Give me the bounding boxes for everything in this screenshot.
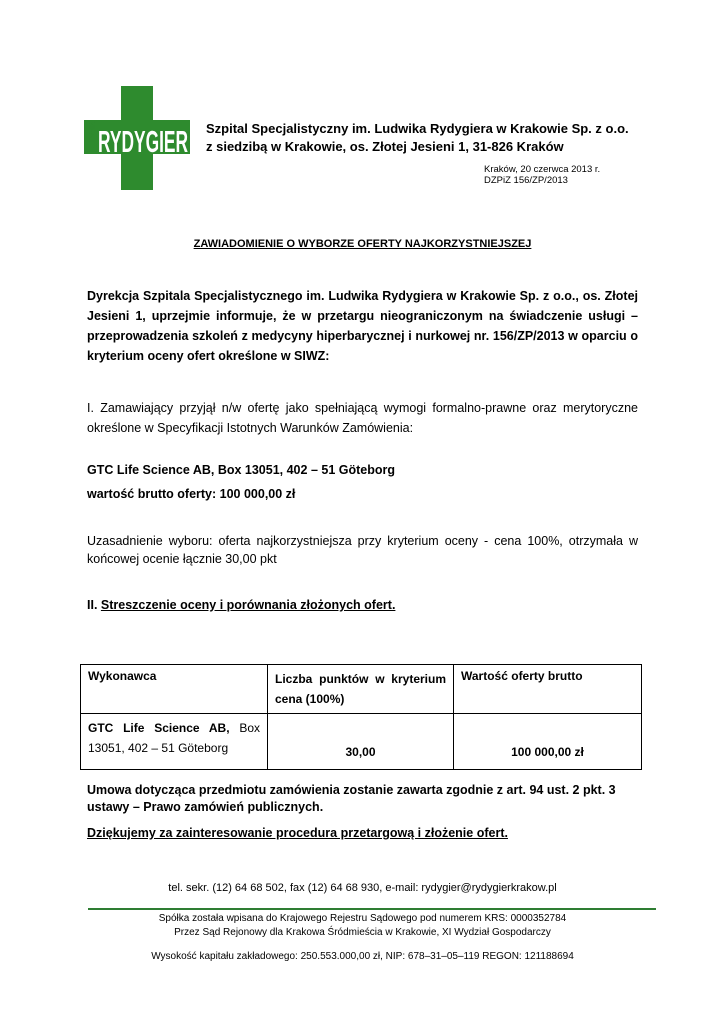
section-2-title: Streszczenie oceny i porównania złożonych ofert. bbox=[100, 598, 396, 612]
offers-table bbox=[80, 664, 642, 770]
justification: Uzasadnienie wyboru: oferta najkorzystniejsza przy kryterium oceny - cena 100%, otrzymała w końcowej ocenie łącznie 30,00 pkt bbox=[87, 534, 638, 566]
footer-registry-1: Spółka została wpisana do Krajowego Rejestru Sądowego pod numerem KRS: 0000352784 bbox=[158, 913, 567, 924]
cell-points: 30,00 bbox=[268, 714, 454, 770]
hospital-logo bbox=[84, 86, 190, 190]
document-title: ZAWIADOMIENIE O WYBORZE OFERTY NAJKORZYSTNIEJSZEJ bbox=[193, 238, 532, 250]
document-reference: DZPiZ 156/ZP/2013 bbox=[484, 175, 568, 186]
section-1-text: I. Zamawiający przyjął n/w ofertę jako spełniającą wymogi formalno-prawne oraz merytoryczne określone w Specyfikacji Istotnych Warunków Zamówienia: bbox=[87, 401, 638, 435]
header-points: Liczba punktów w kryterium cena (100%) bbox=[268, 665, 454, 714]
footer-registry-2: Przez Sąd Rejonowy dla Krakowa Śródmieścia w Krakowie, XI Wydział Gospodarczy bbox=[174, 927, 551, 938]
thanks-note: Dziękujemy za zainteresowanie procedura przetargową i złożenie ofert. bbox=[87, 826, 508, 840]
footer-capital: Wysokość kapitału zakładowego: 250.553.000,00 zł, NIP: 678–31–05–119 REGON: 121188694 bbox=[151, 951, 574, 962]
section-2-heading bbox=[87, 598, 395, 612]
selected-company: GTC Life Science AB, Box 13051, 402 – 51 Göteborg bbox=[87, 463, 395, 477]
footer-divider bbox=[88, 908, 656, 910]
section-2-prefix: II. bbox=[87, 598, 101, 612]
cell-contractor-address: Box 13051, 402 – 51 Göteborg bbox=[88, 721, 261, 755]
logo-small-text: LUDWIK bbox=[88, 121, 97, 153]
intro-paragraph: Dyrekcja Szpitala Specjalistycznego im. Ludwika Rydygiera w Krakowie Sp. z o.o., os. Złotej Jesieni 1, uprzejmie informuje, że w przetargu nieograniczonym na świadczenie usługi – przeprowadzenia szkoleń z medycyny hiperbarycznej i nurkowej nr. 156/ZP/2013 w oparciu o kryterium oceny ofert określone w SIWZ: bbox=[87, 289, 638, 363]
cell-contractor bbox=[81, 714, 268, 770]
table-row bbox=[81, 714, 642, 770]
closing-statement: Umowa dotycząca przedmiotu zamówienia zostanie zawarta zgodnie z art. 94 ust. 2 pkt. 3 ustawy – Prawo zamówień publicznych. bbox=[87, 783, 616, 814]
document-date: Kraków, 20 czerwca 2013 r. bbox=[484, 164, 601, 175]
offer-value: wartość brutto oferty: 100 000,00 zł bbox=[87, 487, 296, 501]
header-contractor: Wykonawca bbox=[81, 665, 268, 714]
cell-value: 100 000,00 zł bbox=[454, 714, 642, 770]
table-header-row bbox=[81, 665, 642, 714]
hospital-name: Szpital Specjalistyczny im. Ludwika Rydygiera w Krakowie Sp. z o.o. bbox=[206, 121, 629, 136]
logo-big-text: RYDYGIER bbox=[98, 124, 188, 159]
hospital-address: z siedzibą w Krakowie, os. Złotej Jesieni 1, 31-826 Kraków bbox=[206, 139, 564, 154]
cell-contractor-name: GTC Life Science AB, bbox=[88, 721, 230, 735]
footer-contact: tel. sekr. (12) 64 68 502, fax (12) 64 68 930, e-mail: rydygier@rydygierkrakow.pl bbox=[168, 882, 557, 894]
header-value: Wartość oferty brutto bbox=[454, 665, 642, 714]
